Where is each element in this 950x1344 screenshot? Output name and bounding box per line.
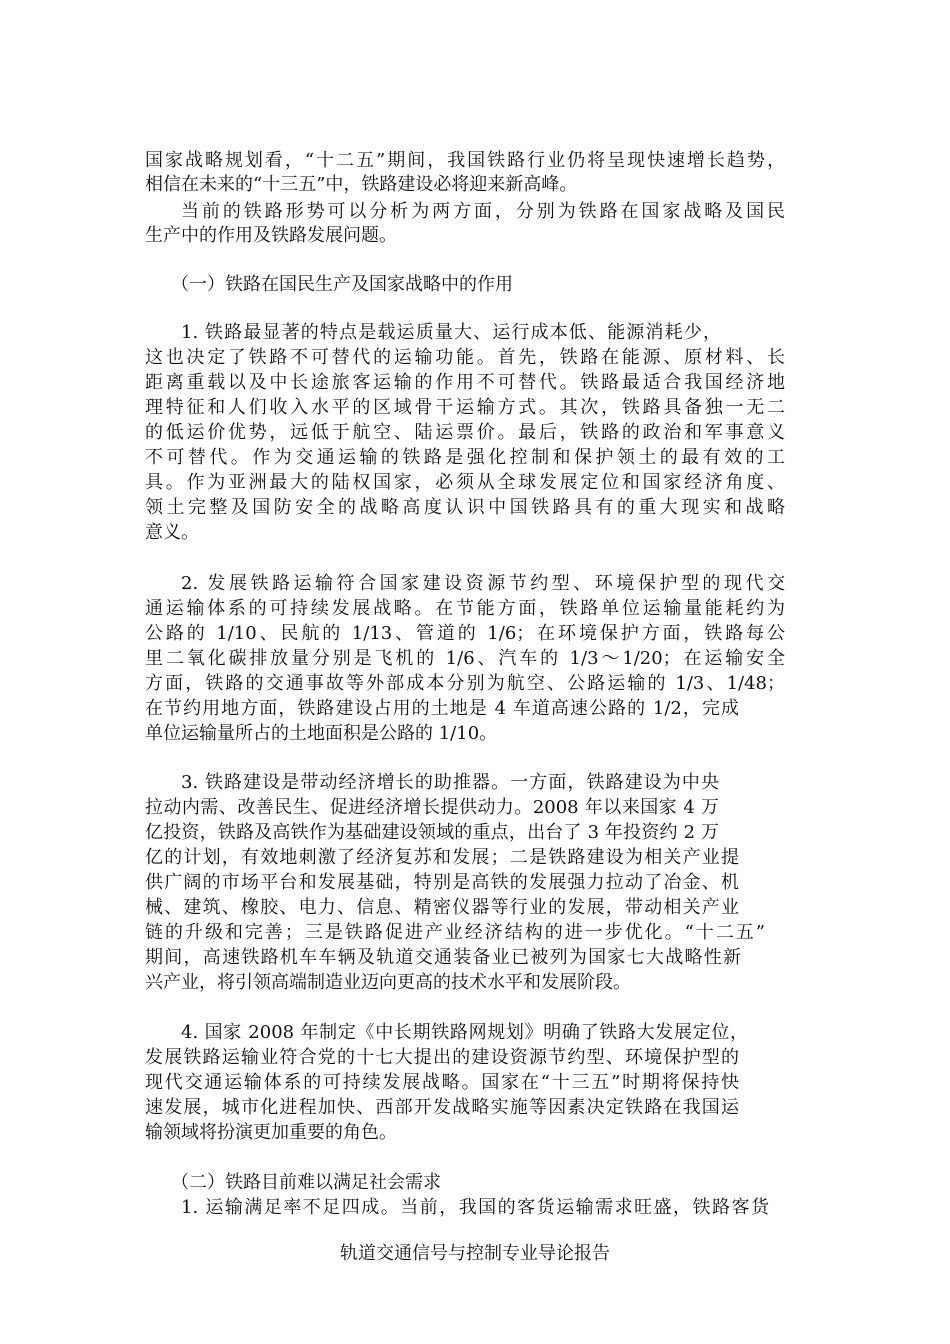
text-line: 不可替代。作为交通运输的铁路是强化控制和保护领土的最有效的工: [145, 447, 785, 468]
text-line: 2. 发展铁路运输符合国家建设资源节约型、环境保护型的现代交: [181, 573, 785, 594]
text-line: 通运输体系的可持续发展战略。在节能方面，铁路单位运输量能耗约为: [145, 598, 785, 619]
text-line: 公路的 1/10、民航的 1/13、管道的 1/6；在环境保护方面，铁路每公: [145, 623, 785, 644]
text-line: 生产中的作用及铁路发展问题。: [145, 225, 397, 246]
text-line: 里二氧化碳排放量分别是飞机的 1/6、汽车的 1/3～1/20；在运输安全: [145, 648, 785, 669]
text-line: 领土完整及国防安全的战略高度认识中国铁路具有的重大现实和战略: [145, 497, 785, 518]
text-line: 方面，铁路的交通事故等外部成本分别为航空、公路运输的 1/3、1/48；: [145, 673, 785, 694]
text-line: 意义。: [145, 522, 199, 543]
text-line: 国家战略规划看，“十二五”期间，我国铁路行业仍将呈现快速增长趋势，: [145, 150, 785, 171]
section-heading: （二）铁路目前难以满足社会需求: [171, 1172, 441, 1193]
section-heading: （一）铁路在国民生产及国家战略中的作用: [171, 274, 513, 295]
text-line: 期间，高速铁路机车车辆及轨道交通装备业已被列为国家七大战略性新: [145, 947, 741, 968]
text-line: 械、建筑、橡胶、电力、信息、精密仪器等行业的发展，带动相关产业: [145, 897, 739, 918]
text-line: 拉动内需、改善民生、促进经济增长提供动力。2008 年以来国家 4 万: [145, 797, 719, 818]
text-line: 3. 铁路建设是带动经济增长的助推器。一方面，铁路建设为中央: [181, 772, 719, 793]
text-line: 距离重载以及中长途旅客运输的作用不可替代。铁路最适合我国经济地: [145, 372, 785, 393]
text-line: 兴产业，将引领高端制造业迈向更高的技术水平和发展阶段。: [145, 972, 631, 993]
text-line: 单位运输量所占的土地面积是公路的 1/10。: [145, 723, 498, 744]
text-line: 理特征和人们收入水平的区域骨干运输方式。其次，铁路具备独一无二: [145, 397, 785, 418]
text-line: 的低运价优势，远低于航空、陆运票价。最后，铁路的政治和军事意义: [145, 422, 785, 443]
text-line: 输领域将扮演更加重要的角色。: [145, 1122, 397, 1143]
text-line: 这也决定了铁路不可替代的运输功能。首先，铁路在能源、原材料、长: [145, 347, 785, 368]
text-line: 1. 铁路最显著的特点是载运质量大、运行成本低、能源消耗少，: [181, 322, 721, 343]
text-line: 链的升级和完善；三是铁路促进产业经济结构的进一步优化。“十二五”: [145, 922, 765, 943]
text-line: 1. 运输满足率不足四成。当前，我国的客货运输需求旺盛，铁路客货: [181, 1197, 769, 1218]
text-line: 相信在未来的“十三五”中，铁路建设必将迎来新高峰。: [145, 174, 578, 195]
text-line: 供广阔的市场平台和发展基础，特别是高铁的发展强力拉动了冶金、机: [145, 872, 739, 893]
text-line: 当前的铁路形势可以分析为两方面，分别为铁路在国家战略及国民: [181, 201, 785, 222]
text-line: 亿投资，铁路及高铁作为基础建设领域的重点，出台了 3 年投资约 2 万: [145, 822, 719, 843]
text-line: 4. 国家 2008 年制定《中长期铁路网规划》明确了铁路大发展定位，: [181, 1022, 748, 1043]
text-line: 速发展，城市化进程加快、西部开发战略实施等因素决定铁路在我国运: [145, 1097, 739, 1118]
text-line: 在节约用地方面，铁路建设占用的土地是 4 车道高速公路的 1/2，完成: [145, 698, 739, 719]
text-line: 具。作为亚洲最大的陆权国家，必须从全球发展定位和国家经济角度、: [145, 472, 785, 493]
page-footer: 轨道交通信号与控制专业导论报告: [340, 1243, 610, 1264]
text-line: 亿的计划，有效地刺激了经济复苏和发展；二是铁路建设为相关产业提: [145, 847, 739, 868]
text-line: 现代交通运输体系的可持续发展战略。国家在“十三五”时期将保持快: [145, 1072, 739, 1093]
text-line: 发展铁路运输业符合党的十七大提出的建设资源节约型、环境保护型的: [145, 1047, 739, 1068]
